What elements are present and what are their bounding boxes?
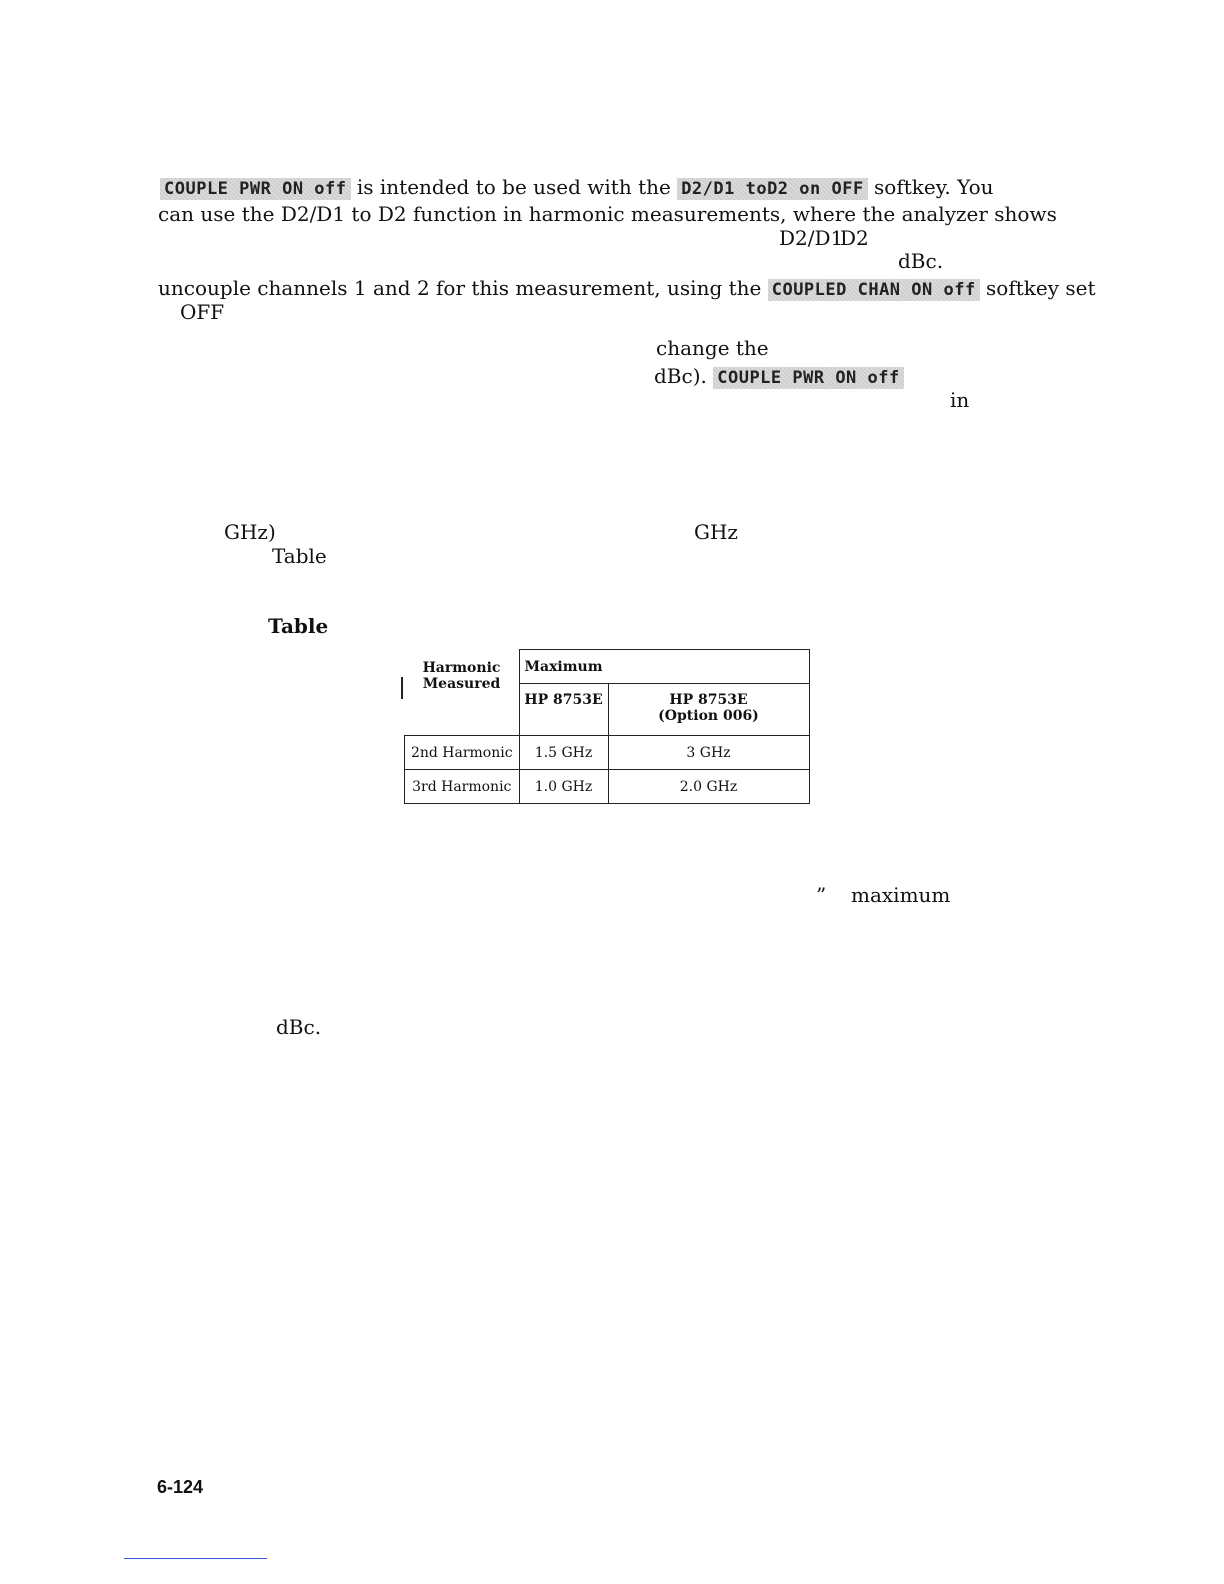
harmonic-table (404, 649, 810, 804)
table-row (405, 736, 810, 770)
fragment-maximum: maximum (851, 883, 951, 907)
footer-rule (124, 1558, 267, 1559)
coupled-chan-softkey[interactable]: COUPLED CHAN ON off (768, 279, 980, 301)
fragment-quote-mark: ” (816, 883, 827, 907)
page-number: 6-124 (157, 1477, 204, 1497)
change-bar (401, 677, 403, 699)
line-8-dbc-text: dBc). (654, 364, 707, 388)
table-caption: Table (268, 614, 329, 638)
row-2-harmonic: 3rd Harmonic (405, 770, 520, 804)
row-1-opt006: 3 GHz (608, 736, 809, 770)
header-harmonic: Harmonic (422, 659, 501, 676)
header-hp8753e: HP 8753E (519, 684, 608, 736)
row-1-harmonic: 2nd Harmonic (405, 736, 520, 770)
couple-pwr-softkey[interactable]: COUPLE PWR ON off (160, 178, 351, 200)
line-6-off-text: OFF (180, 300, 225, 324)
d2d1-to-d2-softkey[interactable]: D2/D1 toD2 on OFF (677, 178, 868, 200)
paragraph-line-1 (160, 175, 994, 200)
row-2-opt006: 2.0 GHz (608, 770, 809, 804)
paragraph-line-5 (158, 276, 1096, 301)
fragment-table-ref: Table (272, 544, 327, 568)
header-hp8753e-opt-name: HP 8753E (669, 692, 748, 708)
fragment-ghz-a: GHz) (224, 520, 276, 544)
line-3-d2d1-text: D2/D1 (779, 226, 844, 250)
line-5-end-text: softkey set (986, 276, 1096, 300)
header-measured: Measured (422, 675, 501, 692)
header-hp8753e-option (608, 684, 809, 736)
row-2-hp8753e: 1.0 GHz (519, 770, 608, 804)
line-5-start-text: uncouple channels 1 and 2 for this measurement, using the (158, 276, 762, 300)
paragraph-line-2: can use the D2/D1 to D2 function in harmonic measurements, where the analyzer shows (158, 202, 1057, 226)
header-hp8753e-opt-number: (Option 006) (658, 708, 759, 724)
line-7-change-text: change the (656, 336, 769, 360)
table-row (405, 770, 810, 804)
fragment-dbc-end: dBc. (276, 1015, 322, 1039)
line-1-middle-text: is intended to be used with the (356, 175, 671, 199)
line-4-dbc-text: dBc. (898, 249, 944, 273)
header-maximum: Maximum (519, 650, 809, 684)
line-3-d2-text: D2 (840, 226, 869, 250)
row-1-hp8753e: 1.5 GHz (519, 736, 608, 770)
couple-pwr-softkey-2[interactable]: COUPLE PWR ON off (713, 367, 904, 389)
fragment-ghz-b: GHz (694, 520, 738, 544)
header-harmonic-measured (405, 650, 520, 736)
line-9-in-text: in (950, 388, 970, 412)
paragraph-line-8 (654, 364, 904, 389)
line-1-end-text: softkey. You (874, 175, 994, 199)
